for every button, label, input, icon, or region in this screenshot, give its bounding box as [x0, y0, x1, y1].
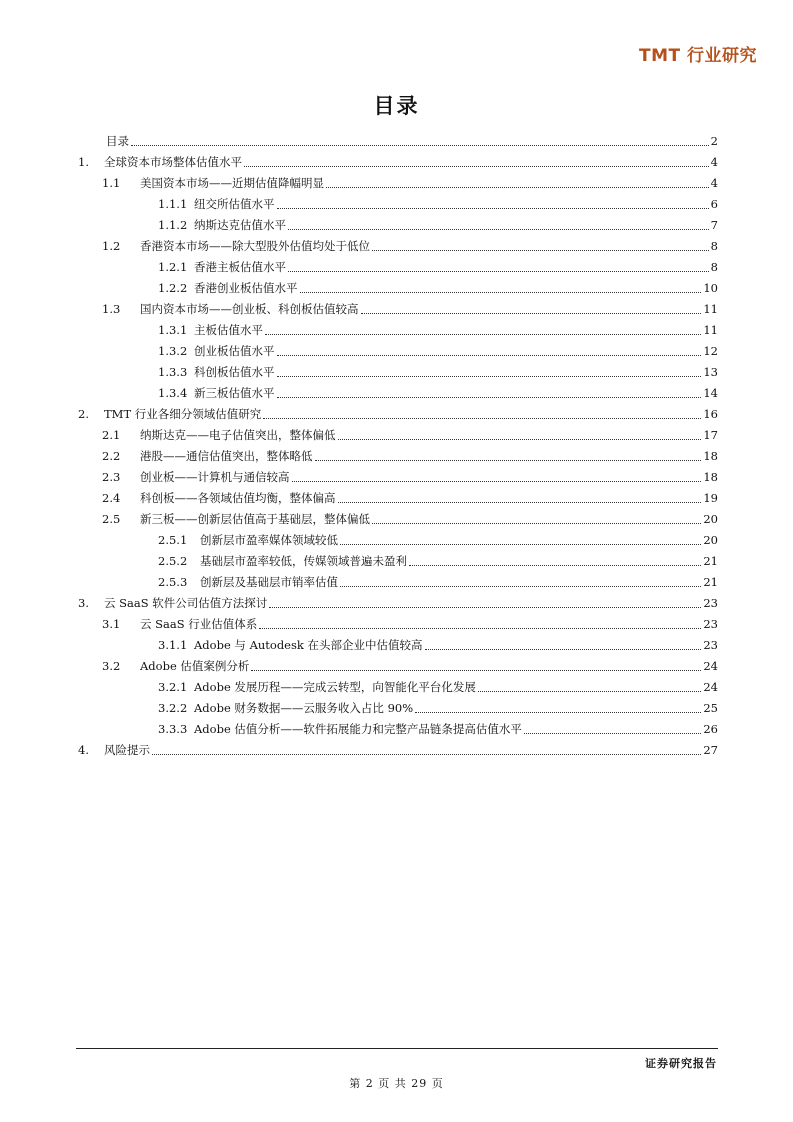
toc-entry-page: 23 [703, 638, 718, 652]
toc-dot-leader [409, 564, 701, 566]
toc-entry-number: 3.1.1 [158, 638, 188, 652]
toc-entry-label: 港股——通信估值突出，整体略低 [140, 449, 313, 463]
toc-entry[interactable] [78, 530, 718, 551]
toc-entry-page: 11 [703, 323, 718, 337]
toc-entry[interactable] [78, 719, 718, 740]
toc-entry-label: 目录 [106, 134, 129, 148]
toc-entry-number: 2.3 [102, 470, 121, 484]
toc-entry[interactable] [78, 131, 718, 152]
toc-entry-page: 24 [703, 659, 718, 673]
toc-dot-leader [292, 480, 702, 482]
toc-entry-label: 云 SaaS 软件公司估值方法探讨 [104, 596, 268, 610]
toc-entry-label: 国内资本市场——创业板、科创板估值较高 [140, 302, 359, 316]
toc-dot-leader [265, 333, 701, 335]
toc-entry[interactable] [78, 425, 718, 446]
toc-entry-page: 8 [710, 239, 718, 253]
toc-entry[interactable] [78, 383, 718, 404]
toc-entry-number: 2. [78, 407, 89, 421]
page-title: 目录 [373, 93, 420, 118]
toc-dot-leader [288, 270, 709, 272]
toc-dot-leader [524, 732, 701, 734]
toc-entry-page: 27 [703, 743, 718, 757]
toc-entry-number: 1.3.4 [158, 386, 188, 400]
toc-entry[interactable] [78, 194, 718, 215]
toc-dot-leader [315, 459, 702, 461]
toc-entry-label: 全球资本市场整体估值水平 [104, 155, 242, 169]
toc-dot-leader [131, 144, 709, 146]
toc-entry-number: 1.2.2 [158, 281, 188, 295]
toc-entry-label: 香港主板估值水平 [194, 260, 286, 274]
toc-dot-leader [372, 249, 709, 251]
toc-dot-leader [300, 291, 702, 293]
toc-entry[interactable] [78, 593, 718, 614]
toc-entry-page: 2 [710, 134, 718, 148]
toc-entry-page: 8 [710, 260, 718, 274]
toc-entry[interactable] [78, 299, 718, 320]
toc-entry[interactable] [78, 320, 718, 341]
toc-entry[interactable] [78, 656, 718, 677]
toc-entry[interactable] [78, 341, 718, 362]
toc-entry-number: 2.5.2 [158, 554, 188, 568]
toc-entry[interactable] [78, 635, 718, 656]
toc-entry-label: Adobe 与 Autodesk 在头部企业中估值较高 [194, 638, 423, 652]
toc-entry-page: 13 [703, 365, 718, 379]
toc-entry-label: Adobe 财务数据——云服务收入占比 90% [194, 701, 414, 715]
toc-dot-leader [340, 543, 701, 545]
toc-entry-number: 2.2 [102, 449, 121, 463]
toc-entry-number: 4. [78, 743, 89, 757]
toc-entry-label: 基础层市盈率较低，传媒领域普遍未盈利 [200, 554, 407, 568]
toc-entry[interactable] [78, 173, 718, 194]
toc-entry[interactable] [78, 614, 718, 635]
toc-entry-page: 26 [703, 722, 718, 736]
toc-entry-label: Adobe 发展历程——完成云转型，向智能化平台化发展 [194, 680, 476, 694]
toc-entry-label: 创新层及基础层市销率估值 [200, 575, 338, 589]
toc-entry-number: 2.1 [102, 428, 121, 442]
toc-entry-label: 美国资本市场——近期估值降幅明显 [140, 176, 324, 190]
toc-entry[interactable] [78, 236, 718, 257]
toc-entry-page: 4 [710, 155, 718, 169]
toc-entry[interactable] [78, 362, 718, 383]
toc-entry-label: 主板估值水平 [194, 323, 263, 337]
toc-entry-number: 1.1.1 [158, 197, 188, 211]
toc-entry[interactable] [78, 404, 718, 425]
toc-entry-page: 25 [703, 701, 718, 715]
toc-entry-page: 10 [703, 281, 718, 295]
toc-entry-number: 1.1 [102, 176, 121, 190]
toc-dot-leader [425, 648, 702, 650]
toc-entry-label: 风险提示 [104, 743, 150, 757]
toc-entry[interactable] [78, 215, 718, 236]
toc-entry-number: 2.5 [102, 512, 121, 526]
toc-entry-label: 云 SaaS 行业估值体系 [140, 617, 258, 631]
toc-entry-number: 1.1.2 [158, 218, 188, 232]
toc-dot-leader [372, 522, 701, 524]
toc-dot-leader [415, 711, 701, 713]
toc-entry-label: 创业板——计算机与通信较高 [140, 470, 290, 484]
toc-entry[interactable] [78, 572, 718, 593]
toc-entry[interactable] [78, 740, 718, 761]
toc-dot-leader [361, 312, 702, 314]
page-number: 第 2 页 共 29 页 [349, 1077, 444, 1090]
toc-entry-label: 新三板——创新层估值高于基础层，整体偏低 [140, 512, 370, 526]
toc-entry-label: 科创板估值水平 [194, 365, 275, 379]
toc-dot-leader [277, 396, 702, 398]
toc-entry-label: 香港创业板估值水平 [194, 281, 298, 295]
toc-dot-leader [152, 753, 701, 755]
toc-entry-page: 19 [703, 491, 718, 505]
toc-dot-leader [277, 375, 702, 377]
toc-entry-number: 3.2 [102, 659, 121, 673]
toc-dot-leader [478, 690, 701, 692]
toc-entry[interactable] [78, 152, 718, 173]
toc-entry-number: 1.3.2 [158, 344, 188, 358]
toc-entry-label: Adobe 估值案例分析 [140, 659, 250, 673]
toc-entry-page: 21 [703, 554, 718, 568]
toc-dot-leader [277, 354, 702, 356]
toc-entry[interactable] [78, 446, 718, 467]
toc-entry[interactable] [78, 509, 718, 530]
toc-entry[interactable] [78, 551, 718, 572]
toc-entry-page: 18 [703, 470, 718, 484]
toc-dot-leader [259, 627, 701, 629]
toc-entry-page: 7 [710, 218, 718, 232]
toc-entry-page: 21 [703, 575, 718, 589]
toc-dot-leader [269, 606, 701, 608]
toc-entry[interactable] [78, 278, 718, 299]
toc-entry-label: 创业板估值水平 [194, 344, 275, 358]
toc-entry-page: 23 [703, 617, 718, 631]
toc-entry[interactable] [78, 488, 718, 509]
toc-dot-leader [263, 417, 701, 419]
toc-entry-label: 香港资本市场——除大型股外估值均处于低位 [140, 239, 370, 253]
toc-entry-page: 14 [703, 386, 718, 400]
toc-entry-label: 新三板估值水平 [194, 386, 275, 400]
toc-dot-leader [338, 438, 702, 440]
report-type-label: 证券研究报告 [645, 1057, 717, 1070]
toc-entry-number: 1.3.1 [158, 323, 188, 337]
toc-entry-number: 3. [78, 596, 89, 610]
toc-dot-leader [277, 207, 709, 209]
toc-entry-label: 纽交所估值水平 [194, 197, 275, 211]
toc-dot-leader [338, 501, 702, 503]
toc-entry-number: 1. [78, 155, 89, 169]
toc-entry-page: 24 [703, 680, 718, 694]
toc-entry-number: 3.2.1 [158, 680, 188, 694]
toc-entry-page: 18 [703, 449, 718, 463]
toc-entry-page: 16 [703, 407, 718, 421]
toc-entry-page: 11 [703, 302, 718, 316]
toc-dot-leader [340, 585, 701, 587]
toc-entry-page: 6 [710, 197, 718, 211]
toc-entry-number: 3.2.2 [158, 701, 188, 715]
toc-dot-leader [288, 228, 709, 230]
toc-entry-page: 20 [703, 533, 718, 547]
toc-entry-number: 1.2 [102, 239, 121, 253]
toc-entry[interactable] [78, 467, 718, 488]
footer-divider [76, 1048, 718, 1049]
toc-entry-number: 2.5.3 [158, 575, 188, 589]
toc-entry-label: Adobe 估值分析——软件拓展能力和完整产品链条提高估值水平 [194, 722, 522, 736]
toc-entry-page: 4 [710, 176, 718, 190]
toc-entry-number: 2.5.1 [158, 533, 188, 547]
toc-entry-label: 纳斯达克——电子估值突出，整体偏低 [140, 428, 336, 442]
toc-entry-page: 12 [703, 344, 718, 358]
toc-entry-number: 3.1 [102, 617, 121, 631]
toc-entry[interactable] [78, 677, 718, 698]
toc-dot-leader [326, 186, 709, 188]
toc-entry-page: 17 [703, 428, 718, 442]
toc-entry-label: TMT 行业各细分领域估值研究 [104, 407, 262, 421]
toc-entry-page: 20 [703, 512, 718, 526]
header-brand: TMT 行业研究 [638, 46, 757, 66]
table-of-contents [78, 131, 718, 761]
toc-entry-number: 1.3 [102, 302, 121, 316]
toc-entry-label: 科创板——各领域估值均衡，整体偏高 [140, 491, 336, 505]
toc-entry-page: 23 [703, 596, 718, 610]
toc-entry-number: 3.3.3 [158, 722, 188, 736]
toc-entry-label: 纳斯达克估值水平 [194, 218, 286, 232]
toc-entry-number: 2.4 [102, 491, 121, 505]
toc-entry[interactable] [78, 698, 718, 719]
toc-dot-leader [251, 669, 701, 671]
toc-entry-label: 创新层市盈率媒体领域较低 [200, 533, 338, 547]
toc-dot-leader [244, 165, 709, 167]
toc-entry-number: 1.2.1 [158, 260, 188, 274]
toc-entry[interactable] [78, 257, 718, 278]
toc-entry-number: 1.3.3 [158, 365, 188, 379]
